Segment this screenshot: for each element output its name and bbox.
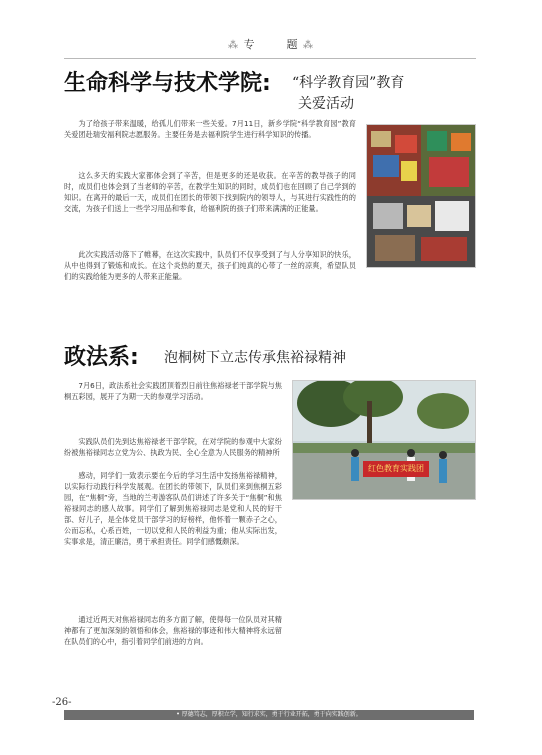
header-right-char: 题 xyxy=(286,38,299,51)
banner-text: 红色教育实践团 xyxy=(368,464,424,473)
section2-paragraph-4: 通过近两天对焦裕禄同志的多方面了解，使得每一位队员对其精神都有了更加深刻的领悟和体会，焦裕禄的事迹和伟大精神将永远留在队员们的心中，指引着同学们前进的方向。 xyxy=(64,615,282,646)
page-header xyxy=(0,36,542,52)
ornament-right: ⁂ xyxy=(303,40,314,51)
section2-title: 政法系: xyxy=(64,345,139,370)
section1-subtitle-line1: “科学教育园”教育 xyxy=(292,75,405,91)
section2-paragraph-2: 实践队员们先到达焦裕禄老干部学院，在对学院的参观中大家纷纷被焦裕禄同志立党为公、执政为民、全心全意为人民服务的精神所 xyxy=(64,437,282,457)
photo-group-banner xyxy=(292,380,476,500)
section1-title: 生命科学与技术学院: xyxy=(64,71,271,96)
page-number: -26- xyxy=(52,697,72,708)
section1-subtitle-line2: 关爱活动 xyxy=(298,96,354,112)
ornament-left: ⁂ xyxy=(228,40,239,51)
footer-slogan-bar: • 厚德笃志，厚积立学，知行求实，勇于行业开拓，勇于向实践创新。 xyxy=(64,710,474,720)
section2-paragraph-3: 感动，同学们一致表示要在今后的学习生活中发扬焦裕禄精神，以实际行动践行科学发展观。在团长的带领下，队员们来到焦桐五彩园，在“焦桐”旁，当地的兰考游客队员们讲述了许多关于“焦桐”和焦裕禄同志的感人故事。同学们了解到焦裕禄同志是党和人民的好干部、好儿子，是全体党员干部学习的好榜样，他怀着一颗赤子之心，公而忘私，心系百姓，一切以党和人民的利益为重；他从实际出发，实事求是，清正廉洁，勇于承担责任。同学们感慨颇深。 xyxy=(64,471,282,546)
section2-subtitle: 泡桐树下立志传承焦裕禄精神 xyxy=(164,350,346,366)
section1-paragraph-1: 为了给孩子带来温暖，给孤儿们带来一些关爱。7月11日，新乡学院“科学教育园”教育关爱团赴瑞安福利院志愿服务。主要任务是去福利院学生进行科学知识的传播。 xyxy=(64,119,356,139)
section1-paragraph-3: 此次实践活动落下了帷幕，在这次实践中，队员们不仅享受到了与人分享知识的快乐，从中也得到了锻炼和成长。在这个炎热的夏天，孩子们纯真的心带了一丝的凉爽，希望队员们的实践给能为更多的人带来正能量。 xyxy=(64,250,356,281)
header-divider xyxy=(64,58,476,59)
section2-paragraph-1: 7月6日，政法系社会实践团顶着烈日前往焦裕禄老干部学院与焦桐五彩园，展开了为期一天的参观学习活动。 xyxy=(64,381,282,401)
section1-paragraph-2: 这么多天的实践大家都体会到了辛苦，但是更多的还是收获。在辛苦的教导孩子的同时，成员们也体会到了当老师的辛苦，在教学生知识的同时，成员们也在回顾了自己学到的知识。在离开的最后一天，成员们在团长的带领下找到院内的领导人，与其进行实践性的的交流，为孩子们送上一些学习用品和零食，给福利院的孩子们带来满满的正能量。 xyxy=(64,171,356,213)
header-left-char: 专 xyxy=(243,38,256,51)
photo-science-activity xyxy=(366,124,476,268)
